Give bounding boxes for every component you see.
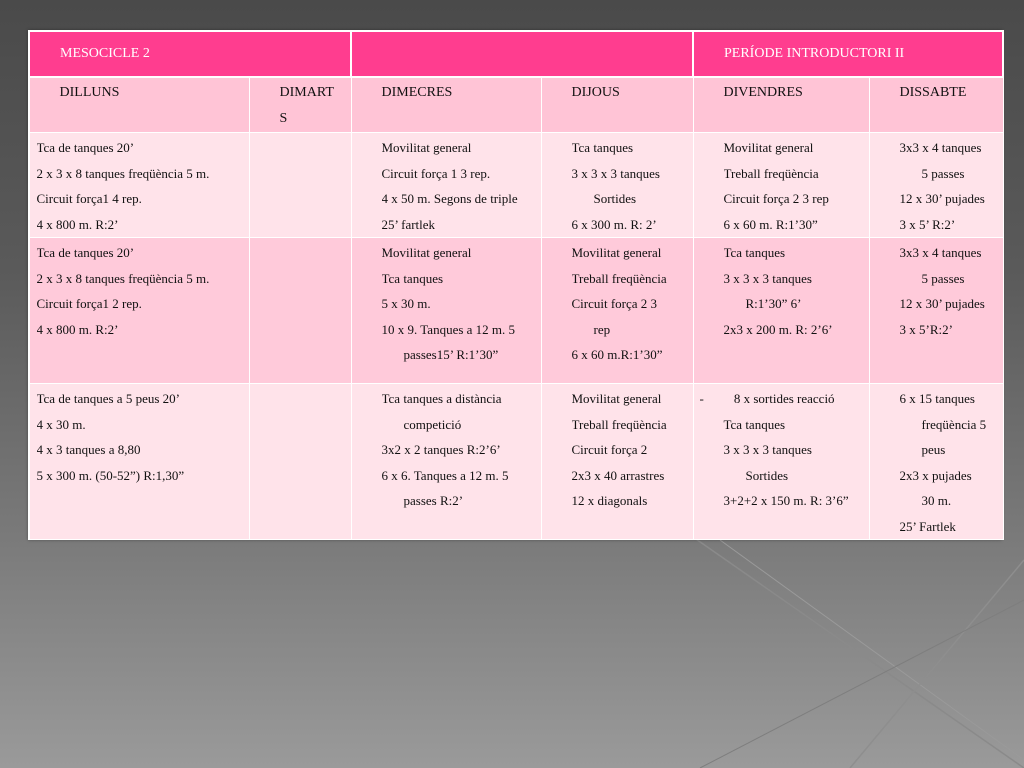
cell-tuesday (249, 384, 351, 540)
cell-saturday: 3x3 x 4 tanques 5 passes 12 x 30’ pujades 3 x 5’ R:2’ (869, 133, 1003, 238)
cell-wednesday: Movilitat general Tca tanques 5 x 30 m. 10 x 9. Tanques a 12 m. 5 passes15’ R:1’30” (351, 238, 541, 384)
cell-monday: Tca de tanques a 5 peus 20’ 4 x 30 m. 4 x 3 tanques a 8,80 5 x 300 m. (50-52”) R:1,30” (29, 384, 249, 540)
day-thursday: DIJOUS (541, 77, 693, 133)
table-row (29, 133, 1003, 238)
cell-wednesday: Tca tanques a distància competició 3x2 x 2 tanques R:2’6’ 6 x 6. Tanques a 12 m. 5 passes R:2’ (351, 384, 541, 540)
training-plan-table (28, 30, 1002, 540)
cell-friday: Movilitat general Treball freqüència Circuit força 2 3 rep 6 x 60 m. R:1’30” (693, 133, 869, 238)
cell-saturday: 3x3 x 4 tanques 5 passes 12 x 30’ pujades 3 x 5’R:2’ (869, 238, 1003, 384)
day-friday: DIVENDRES (693, 77, 869, 133)
days-row (29, 77, 1003, 133)
cell-monday: Tca de tanques 20’ 2 x 3 x 8 tanques freqüència 5 m. Circuit força1 4 rep. 4 x 800 m. R:2’ (29, 133, 249, 238)
table-row (29, 384, 1003, 540)
period-title: PERÍODE INTRODUCTORI II (693, 31, 1003, 77)
cell-tuesday (249, 133, 351, 238)
bullet-dash: - (699, 391, 704, 406)
cell-friday: - 8 x sortides reacció Tca tanques 3 x 3 x 3 tanques Sortides 3+2+2 x 150 m. R: 3’6” (693, 384, 869, 540)
table-header-row (29, 31, 1003, 77)
mesocycle-title: MESOCICLE 2 (29, 31, 351, 77)
cell-monday: Tca de tanques 20’ 2 x 3 x 8 tanques freqüència 5 m. Circuit força1 2 rep. 4 x 800 m. R:2’ (29, 238, 249, 384)
cell-thursday: Movilitat general Treball freqüència Circuit força 2 3 rep 6 x 60 m.R:1’30” (541, 238, 693, 384)
cell-friday: Tca tanques 3 x 3 x 3 tanques R:1’30” 6’ 2x3 x 200 m. R: 2’6’ (693, 238, 869, 384)
table-row (29, 238, 1003, 384)
day-monday: DILLUNS (29, 77, 249, 133)
cell-wednesday: Movilitat general Circuit força 1 3 rep. 4 x 50 m. Segons de triple 25’ fartlek (351, 133, 541, 238)
cell-saturday: 6 x 15 tanques freqüència 5 peus 2x3 x pujades 30 m. 25’ Fartlek (869, 384, 1003, 540)
day-wednesday: DIMECRES (351, 77, 541, 133)
header-middle-cell (351, 31, 693, 77)
cell-thursday: Tca tanques 3 x 3 x 3 tanques Sortides 6 x 300 m. R: 2’ (541, 133, 693, 238)
day-saturday: DISSABTE (869, 77, 1003, 133)
cell-tuesday (249, 238, 351, 384)
day-tuesday: DIMART S (249, 77, 351, 133)
cell-thursday: Movilitat general Treball freqüència Circuit força 2 2x3 x 40 arrastres 12 x diagonals (541, 384, 693, 540)
